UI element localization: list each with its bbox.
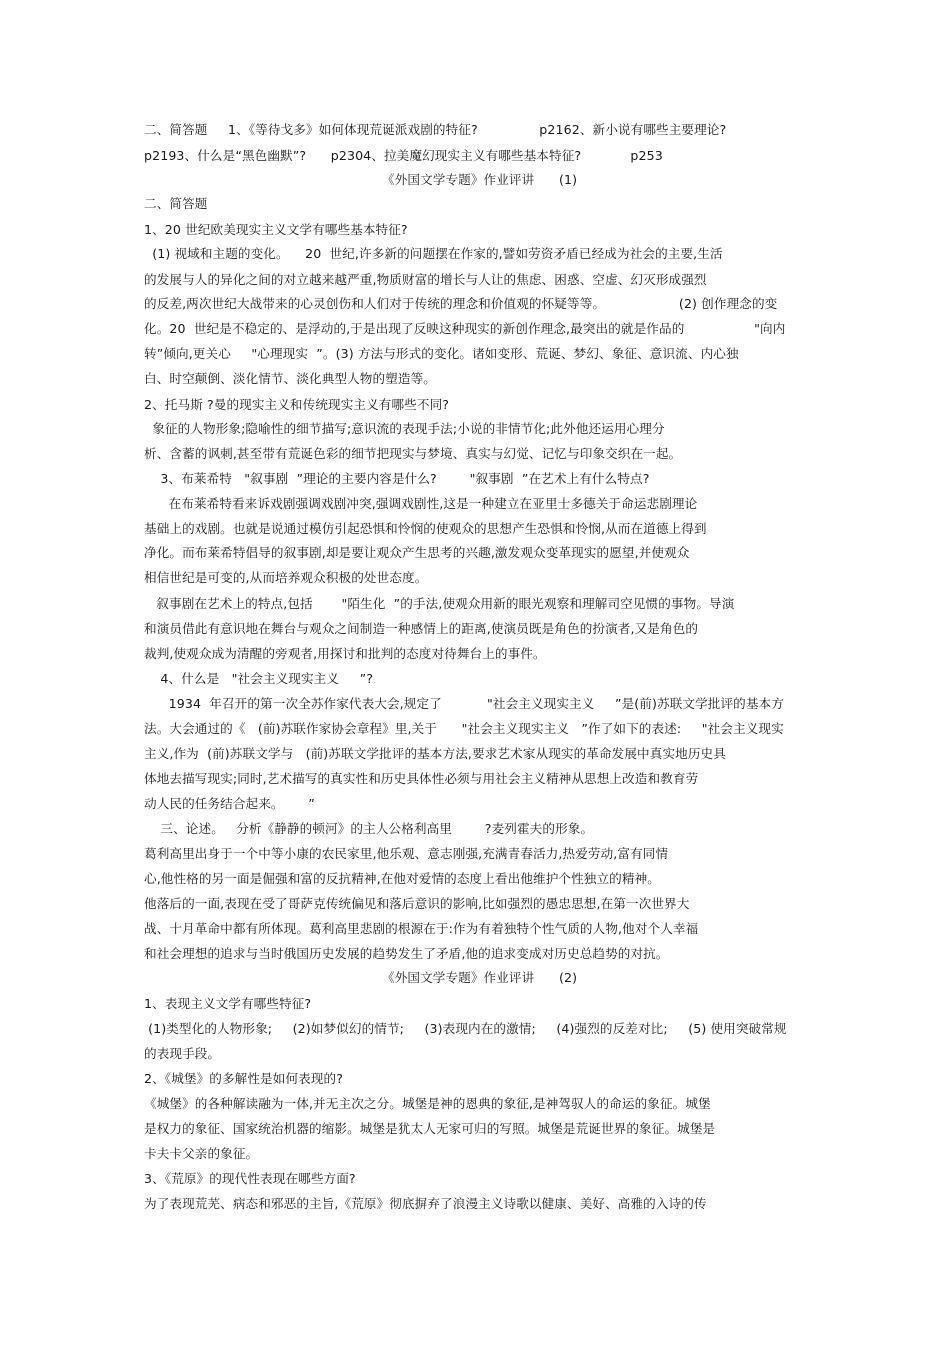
text-line: 相信世纪是可变的,从而培养观众积极的处世态度。 (144, 570, 428, 585)
section-title: 《外国文学专题》作业评讲 (2) (382, 970, 578, 985)
text-line: 二、简答题 (144, 196, 208, 211)
text-line: p2193、什么是“黑色幽默”? p2304、拉美魔幻现实主义有哪些基本特征? p253 (144, 148, 663, 163)
text-line: 1、20 世纪欧美现实主义文学有哪些基本特征? (144, 222, 408, 237)
text-line: 三、论述。 分析《静静的顿河》的主人公格利高里 ?麦列霍夫的形象。 (144, 821, 594, 836)
text-line: 的表现手段。 (144, 1046, 221, 1061)
text-line: 是权力的象征、国家统治机器的缩影。城堡是犹太人无家可归的写照。城堡是荒诞世界的象征。城堡是 (144, 1121, 716, 1136)
text-line: 法。大会通过的《 (前)苏联作家协会章程》里,关于 "社会主义现实主义 ”作了如下的表述: "社会主义现实 (144, 721, 784, 736)
text-line: 基础上的戏剧。也就是说通过模仿引起恐惧和怜悯的使观众的思想产生恐惧和怜悯,从而在道德上得到 (144, 521, 707, 536)
text-line: 卡夫卡父亲的象征。 (144, 1146, 259, 1161)
text-line: 为了表现荒芜、病态和邪恶的主旨,《荒原》彻底摒弃了浪漫主义诗歌以健康、美好、高雅的入诗的传 (144, 1196, 707, 1211)
text-line: 3、布莱希特 "叙事剧 ”理论的主要内容是什么? "叙事剧 ”在艺术上有什么特点? (144, 471, 650, 486)
text-line: 和演员借此有意识地在舞台与观众之间制造一种感情上的距离,使演员既是角色的扮演者,又是角色的 (144, 621, 699, 636)
text-line: 2、《城堡》的多解性是如何表现的? (144, 1071, 344, 1086)
text-line: 1934 年召开的第一次全苏作家代表大会,规定了 "社会主义现实主义 ”是(前)苏联文学批评的基本方 (144, 696, 784, 711)
text-line: 象征的人物形象;隐喻性的细节描写;意识流的表现手法;小说的非情节化;此外他还运用心理分 (144, 421, 665, 436)
text-line: 白、时空颠倒、淡化情节、淡化典型人物的塑造等。 (144, 371, 436, 386)
text-line: 2、托马斯 ?曼的现实主义和传统现实主义有哪些不同? (144, 397, 450, 412)
text-line: 叙事剧在艺术上的特点,包括 "陌生化 ”的手法,使观众用新的眼光观察和理解司空见惯的事物。导演 (144, 596, 735, 611)
text-line: 化。20 世纪是不稳定的、是浮动的,于是出现了反映这种现实的新创作理念,最突出的就是作品的 "向内 (144, 321, 786, 336)
text-line: 二、简答题 1、《等待戈多》如何体现荒诞派戏剧的特征? p2162、新小说有哪些主要理论? (144, 122, 727, 137)
text-line: (1)类型化的人物形象; (2)如梦似幻的情节; (3)表现内在的激情; (4)强烈的反差对比; (5) 使用突破常规 (144, 1021, 787, 1036)
text-line: 4、什么是 "社会主义现实主义 ”? (144, 671, 373, 686)
text-line: 3、《荒原》的现代性表现在哪些方面? (144, 1171, 356, 1186)
text-line: 的发展与人的异化之间的对立越来越严重,物质财富的增长与人让的焦虑、困惑、空虚、幻灭形成强烈 (144, 272, 707, 287)
text-line: 《城堡》的各种解读融为一体,并无主次之分。城堡是神的恩典的象征,是神驾驭人的命运的象征。城堡 (144, 1096, 711, 1111)
text-line: 战、十月革命中都有所体现。葛利高里悲剧的根源在于:作为有着独特个性气质的人物,他对个人幸福 (144, 921, 699, 936)
text-line: 在布莱希特看来诉戏剧强调戏剧冲突,强调戏剧性,这是一种建立在亚里士多德关于命运悲剧理论 (144, 496, 698, 511)
text-line: 心,他性格的另一面是倔强和富的反抗精神,在他对爱情的态度上看出他维护个性独立的精神。 (144, 871, 660, 886)
text-line: 1、表现主义文学有哪些特征? (144, 996, 312, 1011)
text-line: 的反差,两次世纪大战带来的心灵创伤和人们对于传统的理念和价值观的怀疑等等。 (2) 创作理念的变 (144, 296, 778, 311)
text-line: 动人民的任务结合起来。 ” (144, 796, 315, 811)
text-line: (1) 视域和主题的变化。 20 世纪,许多新的问题摆在作家的,譬如劳资矛盾已经成为社会的主要,生活 (144, 246, 723, 261)
text-line: 体地去描写现实;同时,艺术描写的真实性和历史具体性必须与用社会主义精神从思想上改造和教育劳 (144, 771, 699, 786)
text-line: 转”倾向,更关心 "心理现实 ”。(3) 方法与形式的变化。诸如变形、荒诞、梦幻、象征、意识流、内心独 (144, 346, 739, 361)
text-line: 净化。而布莱希特倡导的叙事剧,却是要让观众产生思考的兴趣,激发观众变革现实的愿望,并使观众 (144, 545, 690, 560)
text-line: 和社会理想的追求与当时俄国历史发展的趋势发生了矛盾,他的追求变成对历史总趋势的对抗。 (144, 946, 669, 961)
text-line: 葛利高里出身于一个中等小康的农民家里,他乐观、意志刚强,充满青春活力,热爱劳动,富有同情 (144, 846, 669, 861)
text-line: 裁判,使观众成为清醒的旁观者,用探讨和批判的态度对待舞台上的事件。 (144, 646, 546, 661)
section-title: 《外国文学专题》作业评讲 (1) (382, 172, 578, 187)
text-line: 析、含蓄的讽刺,甚至带有荒诞色彩的细节把现实与梦境、真实与幻觉、记忆与印象交织在一起。 (144, 446, 682, 461)
text-line: 主义,作为 (前)苏联文学与 (前)苏联文学批评的基本方法,要求艺术家从现实的革命发展中真实地历史具 (144, 746, 726, 761)
text-line: 他落后的一面,表现在受了哥萨克传统偏见和落后意识的影响,比如强烈的愚忠思想,在第一次世界大 (144, 896, 690, 911)
